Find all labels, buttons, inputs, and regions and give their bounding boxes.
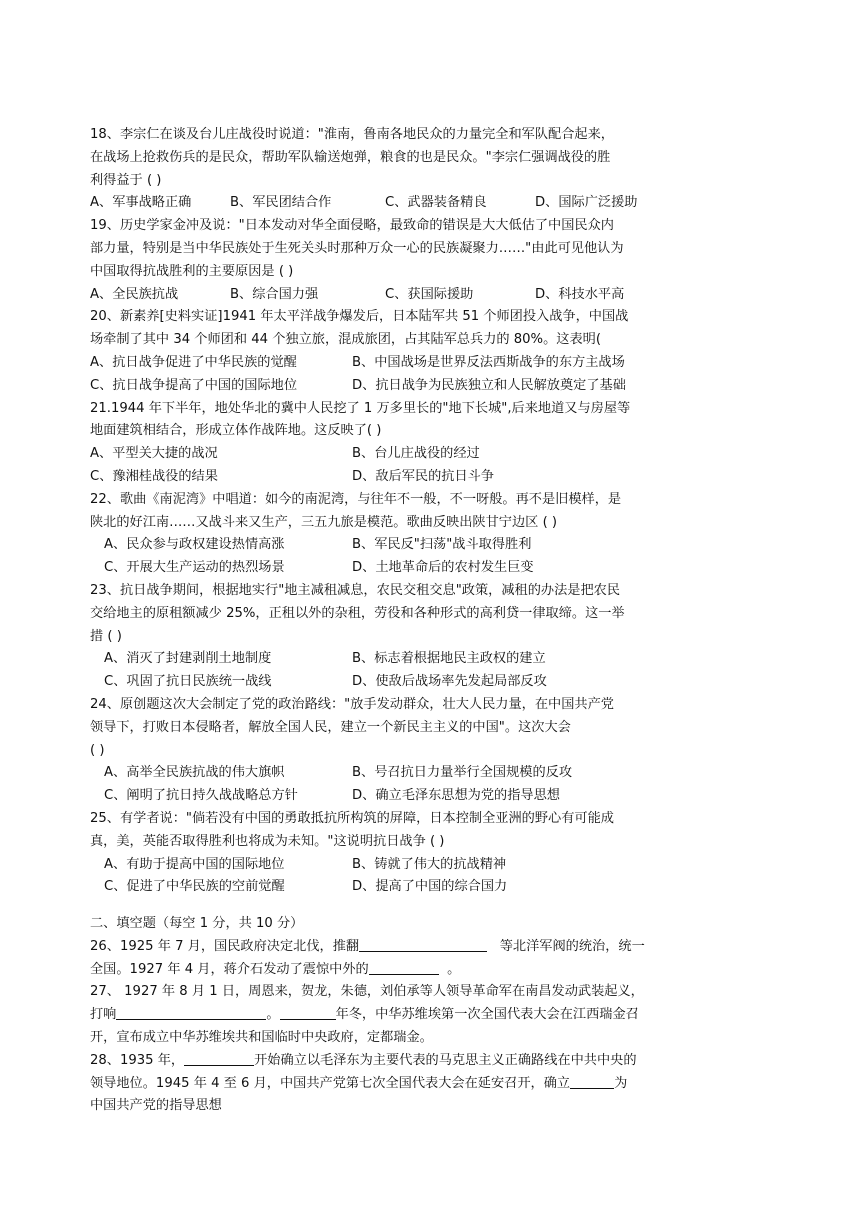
options-row <box>90 876 710 899</box>
options-row <box>90 534 710 557</box>
options-row <box>90 284 710 307</box>
q28-blank-1[interactable] <box>184 1051 254 1066</box>
option-b[interactable]: B、号召抗日力量举行全国规模的反攻 <box>352 765 573 781</box>
options-row <box>90 854 710 877</box>
options-row <box>90 375 710 398</box>
option-b[interactable]: B、铸就了伟大的抗战精神 <box>352 856 507 872</box>
option-d[interactable]: D、国际广泛援助 <box>535 195 638 211</box>
q26-blank-2[interactable] <box>369 960 439 975</box>
option-a[interactable]: A、平型关大捷的战况 <box>90 446 218 462</box>
q28-text-3: 领导地位。1945 年 4 至 6 月，中国共产党第七次全国代表大会在延安召开，确立 <box>90 1075 571 1091</box>
question-stem-line: 25、有学者说："倘若没有中国的勇敢抵抗所构筑的屏障，日本控制全亚洲的野心有可能成 <box>90 810 614 826</box>
question-stem-line: 真，美，英能否取得胜利也将成为未知。"这说明抗日战争 ( ) <box>90 833 445 849</box>
question-26 <box>90 936 710 982</box>
option-c[interactable]: C、抗日战争提高了中国的国际地位 <box>90 377 298 393</box>
option-d[interactable]: D、使敌后战场率先发起局部反攻 <box>352 674 547 690</box>
question-20 <box>90 306 710 397</box>
multiple-choice-section <box>90 124 710 899</box>
options-row <box>90 352 710 375</box>
q26-text-2: 等北洋军阀的统治，统一 <box>499 938 645 954</box>
option-b[interactable]: B、军民反"扫荡"战斗取得胜利 <box>352 537 532 553</box>
question-25 <box>90 808 710 899</box>
option-a[interactable]: A、消灭了封建剥削土地制度 <box>104 651 272 667</box>
option-c[interactable]: C、武器装备精良 <box>385 195 487 211</box>
option-d[interactable]: D、科技水平高 <box>535 286 625 302</box>
option-a[interactable]: A、抗日战争促进了中华民族的觉醒 <box>90 354 297 370</box>
q28-text-4: 为 <box>614 1075 628 1091</box>
question-stem-line: 交给地主的原租额减少 25%，正租以外的杂租，劳役和各种形式的高利贷一律取缔。这一举 <box>90 605 625 621</box>
q26-text-1: 26、1925 年 7 月，国民政府决定北伐，推翻 <box>90 938 360 954</box>
question-stem-line: 21.1944 年下半年，地处华北的冀中人民挖了 1 万多里长的"地下长城",后来地道又与房屋等 <box>90 400 631 416</box>
options-row <box>90 671 710 694</box>
question-23 <box>90 580 710 694</box>
option-c[interactable]: C、获国际援助 <box>385 286 474 302</box>
options-row <box>90 443 710 466</box>
option-d[interactable]: D、确立毛泽东思想为党的指导思想 <box>352 788 560 804</box>
question-stem-line: 18、李宗仁在谈及台儿庄战役时说道："淮南，鲁南各地民众的力量完全和军队配合起来， <box>90 127 614 142</box>
question-18 <box>90 124 710 215</box>
question-stem-line: 措 ( ) <box>90 628 122 644</box>
question-stem-line: 19、历史学家金冲及说："日本发动对华全面侵略，最致命的错误是大大低估了中国民众内 <box>90 218 614 234</box>
option-d[interactable]: D、抗日战争为民族独立和人民解放奠定了基础 <box>352 377 626 393</box>
q28-text-1: 28、1935 年， <box>90 1052 185 1068</box>
option-c[interactable]: C、促进了中华民族的空前觉醒 <box>104 879 285 895</box>
q27-text-5: 开，宣布成立中华苏维埃共和国临时中央政府，定都瑞金。 <box>90 1030 433 1046</box>
section-heading: 二、填空题（每空 1 分，共 10 分） <box>90 916 304 932</box>
question-stem-line: 地面建筑相结合，形成立体作战阵地。这反映了( ) <box>90 423 382 439</box>
q28-text-2: 开始确立以毛泽东为主要代表的马克思主义正确路线在中共中央的 <box>254 1052 637 1068</box>
q28-text-5: 中国共产党的指导思想 <box>90 1098 222 1114</box>
options-row <box>90 785 710 808</box>
question-stem-line: 部力量，特别是当中华民族处于生死关头时那种万众一心的民族凝聚力……"由此可见他认为 <box>90 240 624 256</box>
fill-in-section <box>90 913 710 1118</box>
question-stem-line: 23、抗日战争期间，根据地实行"地主减租减息，农民交租交息"政策，减租的办法是把农民 <box>90 582 621 598</box>
question-27 <box>90 981 710 1049</box>
option-b[interactable]: B、综合国力强 <box>230 286 319 302</box>
question-21 <box>90 398 710 489</box>
q26-text-4: 。 <box>447 961 461 977</box>
question-stem-line: 领导下，打败日本侵略者，解放全国人民，建立一个新民主主义的中国"。这次大会 <box>90 719 571 735</box>
q26-text-3: 全国。1927 年 4 月，蒋介石发动了震惊中外的 <box>90 961 369 977</box>
option-c[interactable]: C、豫湘桂战役的结果 <box>90 468 218 484</box>
question-stem-line: 场牵制了其中 34 个师团和 44 个独立旅，混成旅团，占其陆军总兵力的 80%。这表明( <box>90 332 601 348</box>
q27-text-1: 27、 1927 年 8 月 1 日，周恩来，贺龙，朱德，刘伯承等人领导革命军在南昌发动武装起义， <box>90 984 644 1000</box>
question-stem-line: 利得益于 ( ) <box>90 172 162 188</box>
option-b[interactable]: B、军民团结合作 <box>230 195 332 211</box>
question-stem-line: 22、歌曲《南泥湾》中唱道：如今的南泥湾，与往年不一般，不一呀般。再不是旧模样，是 <box>90 491 622 507</box>
option-b[interactable]: B、台儿庄战役的经过 <box>352 446 480 462</box>
question-22 <box>90 489 710 580</box>
options-row <box>90 557 710 580</box>
q28-blank-2[interactable] <box>570 1074 614 1089</box>
option-a[interactable]: A、军事战略正确 <box>90 195 192 211</box>
question-stem-line: 24、原创题这次大会制定了党的政治路线："放手发动群众，壮大人民力量，在中国共产党 <box>90 696 614 712</box>
option-d[interactable]: D、土地革命后的农村发生巨变 <box>352 560 534 576</box>
question-stem-line: 中国取得抗战胜利的主要原因是 ( ) <box>90 263 294 279</box>
q27-text-3: 。 <box>266 1007 280 1023</box>
question-24 <box>90 694 710 808</box>
option-d[interactable]: D、敌后军民的抗日斗争 <box>352 468 495 484</box>
option-a[interactable]: A、高举全民族抗战的伟大旗帜 <box>104 765 285 781</box>
option-d[interactable]: D、提高了中国的综合国力 <box>352 879 508 895</box>
q26-blank-1[interactable] <box>359 937 487 952</box>
option-a[interactable]: A、有助于提高中国的国际地位 <box>104 856 285 872</box>
options-row <box>90 648 710 671</box>
option-a[interactable]: A、民众参与政权建设热情高涨 <box>104 537 285 553</box>
options-row <box>90 466 710 489</box>
option-b[interactable]: B、标志着根据地民主政权的建立 <box>352 651 546 667</box>
option-a[interactable]: A、全民族抗战 <box>90 286 179 302</box>
option-c[interactable]: C、阐明了抗日持久战战略总方针 <box>104 788 298 804</box>
options-row <box>90 762 710 785</box>
question-stem-line: 陕北的好江南……又战斗来又生产，三五九旅是模范。歌曲反映出陕甘宁边区 ( ) <box>90 514 558 530</box>
question-28 <box>90 1050 710 1118</box>
exam-content <box>90 124 710 1118</box>
q27-blank-1[interactable] <box>116 1005 266 1020</box>
q27-text-4: 年冬，中华苏维埃第一次全国代表大会在江西瑞金召 <box>335 1007 639 1023</box>
options-row <box>90 192 710 215</box>
option-b[interactable]: B、中国战场是世界反法西斯战争的东方主战场 <box>352 354 625 370</box>
q27-text-2: 打响 <box>90 1007 117 1023</box>
q27-blank-2[interactable] <box>280 1005 336 1020</box>
question-stem-line: 在战场上抢救伤兵的是民众，帮助军队输送炮弹，粮食的也是民众。"李宗仁强调战役的胜 <box>90 149 611 165</box>
question-19 <box>90 215 710 306</box>
option-c[interactable]: C、开展大生产运动的热烈场景 <box>104 560 285 576</box>
option-c[interactable]: C、巩固了抗日民族统一战线 <box>104 674 272 690</box>
question-stem-line: ( ) <box>90 742 105 758</box>
question-stem-line: 20、新素养[史料实证]1941 年太平洋战争爆发后，日本陆军共 51 个师团投入战争，中国战 <box>90 309 629 325</box>
